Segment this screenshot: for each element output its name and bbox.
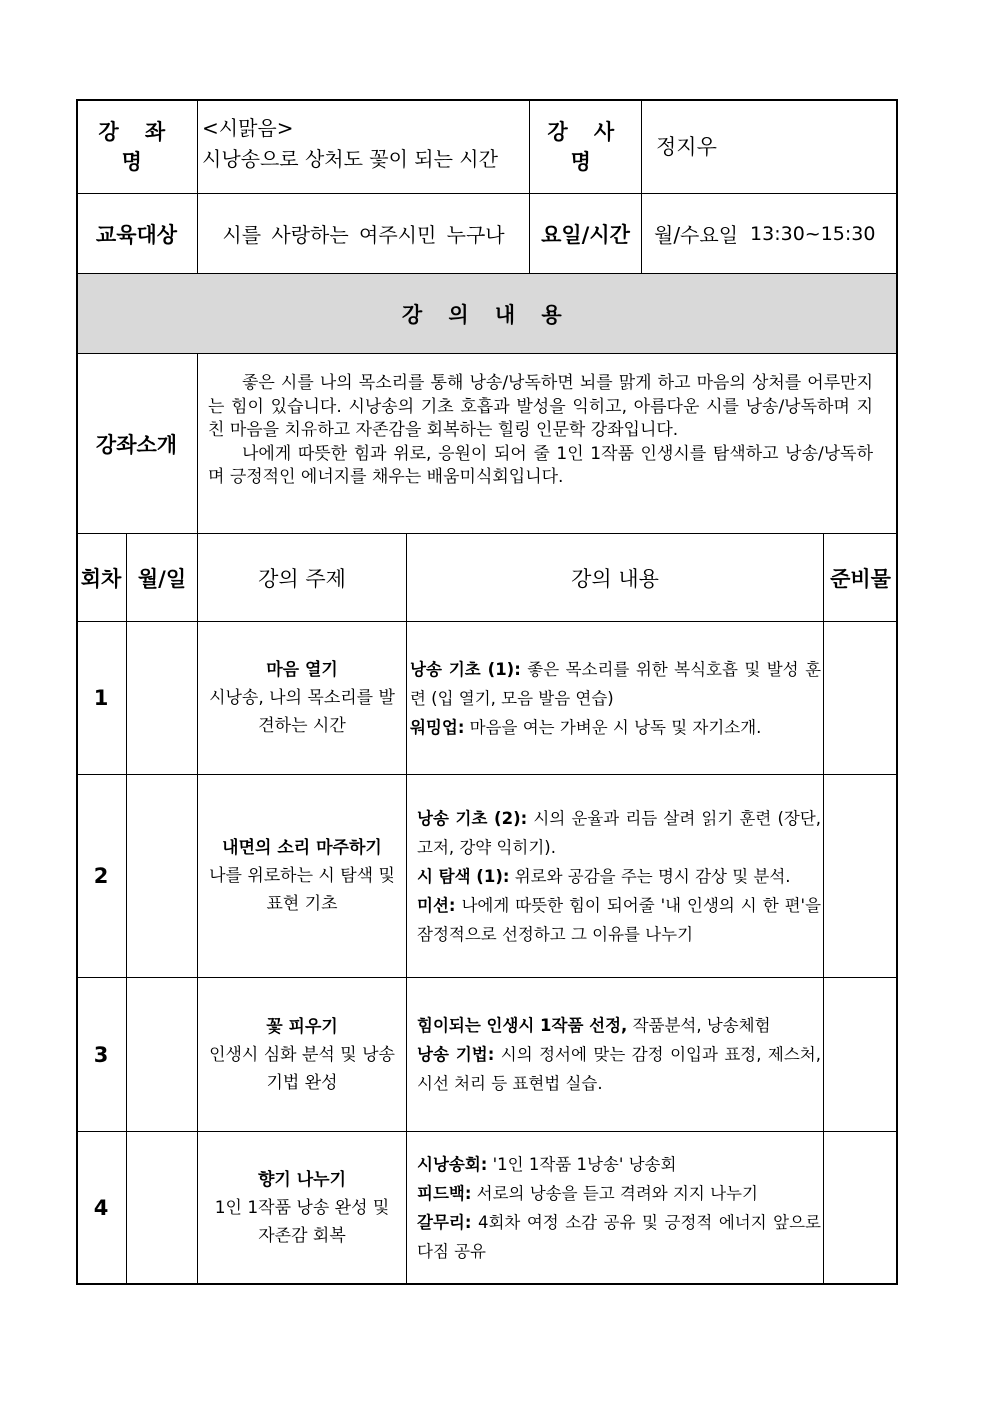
session-content bbox=[407, 1132, 824, 1285]
course-info-table bbox=[76, 99, 898, 1285]
schedule-days: 월/수요일 bbox=[654, 223, 739, 247]
content-item: 낭송 기초 (2): 시의 운율과 리듬 살려 읽기 훈련 (장단, 고저, 강약 익히기). bbox=[417, 808, 822, 857]
content-item: 낭송 기법: 시의 정서에 맞는 감정 이입과 표정, 제스처, 시선 처리 등 표현법 실습. bbox=[417, 1045, 821, 1093]
intro-paragraph-1: 좋은 시를 나의 목소리를 통해 낭송/낭독하면 뇌를 맑게 하고 마음의 상처를 어루만지는 힘이 있습니다. 시낭송의 기초 호흡과 발성을 익히고, 아름다운 시를 낭송/낭독하며 지친 마음을 치유하고 자존감을 회복하는 힐링 인문학 강좌입니다. bbox=[208, 373, 873, 440]
intro-label: 강좌소개 bbox=[76, 354, 198, 534]
session-title: 내면의 소리 마주하기 bbox=[222, 838, 382, 858]
content-item: 힘이되는 인생시 1작품 선정, 작품분석, 낭송체험 bbox=[417, 1016, 771, 1035]
session-title: 마음 열기 bbox=[266, 660, 338, 680]
session-number: 4 bbox=[76, 1132, 127, 1285]
session-date bbox=[127, 978, 198, 1132]
intro-paragraph-2: 나에게 따뜻한 힘과 위로, 응원이 되어 줄 1인 1작품 인생시를 탐색하고 낭송/낭독하며 긍정적인 에너지를 채우는 배움미식회입니다. bbox=[208, 443, 873, 487]
target-label: 교육대상 bbox=[76, 194, 198, 274]
content-item: 워밍업: 마음을 여는 가벼운 시 낭독 및 자기소개. bbox=[410, 717, 762, 737]
session-date bbox=[127, 775, 198, 978]
session-topic bbox=[198, 978, 407, 1132]
header-date: 월/일 bbox=[127, 534, 198, 622]
session-content bbox=[407, 978, 824, 1132]
target-value: 시를 사랑하는 여주시민 누구나 bbox=[198, 194, 530, 274]
content-item: 낭송 기초 (1): 좋은 목소리를 위한 복식호흡 및 발성 훈련 (입 열기, 모음 발음 연습) bbox=[410, 659, 822, 708]
session-number: 3 bbox=[76, 978, 127, 1132]
session-topic bbox=[198, 622, 407, 775]
session-topic bbox=[198, 1132, 407, 1285]
session-title: 꽃 피우기 bbox=[266, 1016, 338, 1037]
instructor-label: 강 사 명 bbox=[530, 99, 642, 194]
session-subtitle: 인생시 심화 분석 및 낭송 기법 완성 bbox=[209, 1044, 395, 1093]
content-item: 시낭송회: '1인 1작품 1낭송' 낭송회 bbox=[417, 1155, 677, 1174]
session-subtitle: 1인 1작품 낭송 완성 및 자존감 회복 bbox=[214, 1198, 390, 1246]
header-topic: 강의 주제 bbox=[198, 534, 407, 622]
intro-text bbox=[198, 354, 898, 534]
content-item: 미션: 나에게 따뜻한 힘이 되어줄 '내 인생의 시 한 편'을 잠정적으로 선정하고 그 이유를 나누기 bbox=[417, 895, 822, 944]
session-number: 1 bbox=[76, 622, 127, 775]
session-materials bbox=[824, 775, 898, 978]
instructor-name: 정지우 bbox=[642, 99, 898, 194]
header-content: 강의 내용 bbox=[407, 534, 824, 622]
schedule-time: 13:30~15:30 bbox=[750, 222, 876, 245]
header-materials: 준비물 bbox=[824, 534, 898, 622]
time-label: 요일/시간 bbox=[530, 194, 642, 274]
session-date bbox=[127, 622, 198, 775]
content-item: 갈무리: 4회차 여정 소감 공유 및 긍정적 에너지 앞으로 다짐 공유 bbox=[417, 1213, 821, 1261]
course-name-label: 강 좌 명 bbox=[76, 99, 198, 194]
session-subtitle: 나를 위로하는 시 탐색 및 표현 기초 bbox=[209, 866, 395, 914]
session-number: 2 bbox=[76, 775, 127, 978]
course-name-line2: 시낭송으로 상처도 꽃이 되는 시간 bbox=[202, 147, 498, 171]
header-session: 회차 bbox=[76, 534, 127, 622]
session-topic bbox=[198, 775, 407, 978]
session-content bbox=[407, 775, 824, 978]
session-date bbox=[127, 1132, 198, 1285]
content-item: 피드백: 서로의 낭송을 듣고 격려와 지지 나누기 bbox=[417, 1184, 758, 1203]
session-materials bbox=[824, 978, 898, 1132]
schedule-cell bbox=[642, 194, 898, 274]
course-name-cell bbox=[198, 99, 530, 194]
content-item: 시 탐색 (1): 위로와 공감을 주는 명시 감상 및 분석. bbox=[417, 866, 791, 886]
section-title: 강 의 내 용 bbox=[76, 274, 898, 354]
session-materials bbox=[824, 622, 898, 775]
session-materials bbox=[824, 1132, 898, 1285]
session-content bbox=[407, 622, 824, 775]
course-name-line1: <시맑음> bbox=[202, 116, 294, 140]
session-subtitle: 시낭송, 나의 목소리를 발견하는 시간 bbox=[209, 688, 395, 736]
session-title: 향기 나누기 bbox=[257, 1170, 347, 1190]
